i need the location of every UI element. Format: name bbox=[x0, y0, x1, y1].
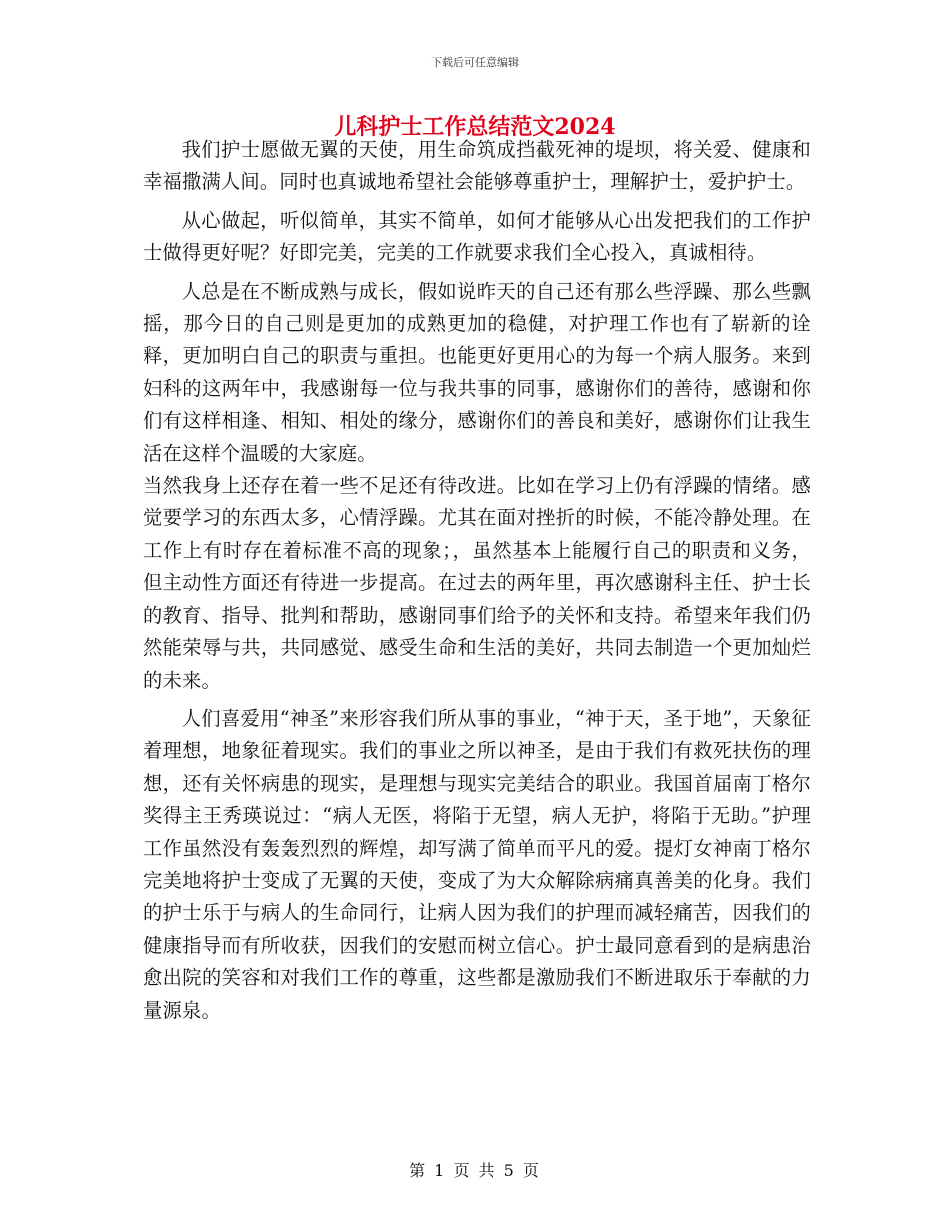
paragraph-3: 人总是在不断成熟与成长，假如说昨天的自己还有那么些浮躁、那么些飘摇，那今日的自己则是更加的成熟更加的稳健，对护理工作也有了崭新的诠释，更加明白自己的职责与重担。也能更好更用心的为每一个病人服务。来到妇科的这两年中，我感谢每一位与我共事的同事，感谢你们的善待，感谢和你们有这样相逢、相知、相处的缘分，感谢你们的善良和美好，感谢你们让我生活在这样个温暖的大家庭。 bbox=[143, 279, 811, 465]
page-number-footer: 第 1 页 共 5 页 bbox=[409, 1161, 541, 1180]
document-body bbox=[143, 134, 811, 1027]
document-title: 儿科护士工作总结范文2024 bbox=[334, 114, 616, 140]
paragraph-2: 从心做起，听似简单，其实不简单，如何才能够从心出发把我们的工作护士做得更好呢？好即完美，完美的工作就要求我们全心投入，真诚相待。 bbox=[143, 208, 811, 265]
paragraph-4: 当然我身上还存在着一些不足还有待改进。比如在学习上仍有浮躁的情绪。感觉要学习的东西太多，心情浮躁。尤其在面对挫折的时候，不能冷静处理。在工作上有时存在着标准不高的现象；，虽然基本上能履行自己的职责和义务，但主动性方面还有待进一步提高。在过去的两年里，再次感谢科主任、护士长的教育、指导、批判和帮助，感谢同事们给予的关怀和支持。希望来年我们仍然能荣辱与共，共同感觉、感受生命和生活的美好，共同去制造一个更加灿烂的未来。 bbox=[143, 474, 811, 692]
paragraph-5: 人们喜爱用“神圣”来形容我们所从事的事业，“神于天，圣于地”，天象征着理想，地象征着现实。我们的事业之所以神圣，是由于我们有救死扶伤的理想，还有关怀病患的现实，是理想与现实完美结合的职业。我国首届南丁格尔奖得主王秀瑛说过：“病人无医，将陷于无望，病人无护，将陷于无助。”护理工作虽然没有轰轰烈烈的辉煌，却写满了简单而平凡的爱。提灯女神南丁格尔完美地将护士变成了无翼的天使，变成了为大众解除病痛真善美的化身。我们的护士乐于与病人的生命同行，让病人因为我们的护理而减轻痛苦，因我们的健康指导而有所收获，因我们的安慰而树立信心。护士最同意看到的是病患治愈出院的笑容和对我们工作的尊重，这些都是激励我们不断进取乐于奉献的力量源泉。 bbox=[143, 706, 811, 1022]
header-note: 下载后可任意编辑 bbox=[431, 56, 519, 69]
paragraph-1: 我们护士愿做无翼的天使，用生命筑成挡截死神的堤坝，将关爱、健康和幸福撒满人间。同时也真诚地希望社会能够尊重护士，理解护士，爱护护士。 bbox=[143, 138, 811, 194]
